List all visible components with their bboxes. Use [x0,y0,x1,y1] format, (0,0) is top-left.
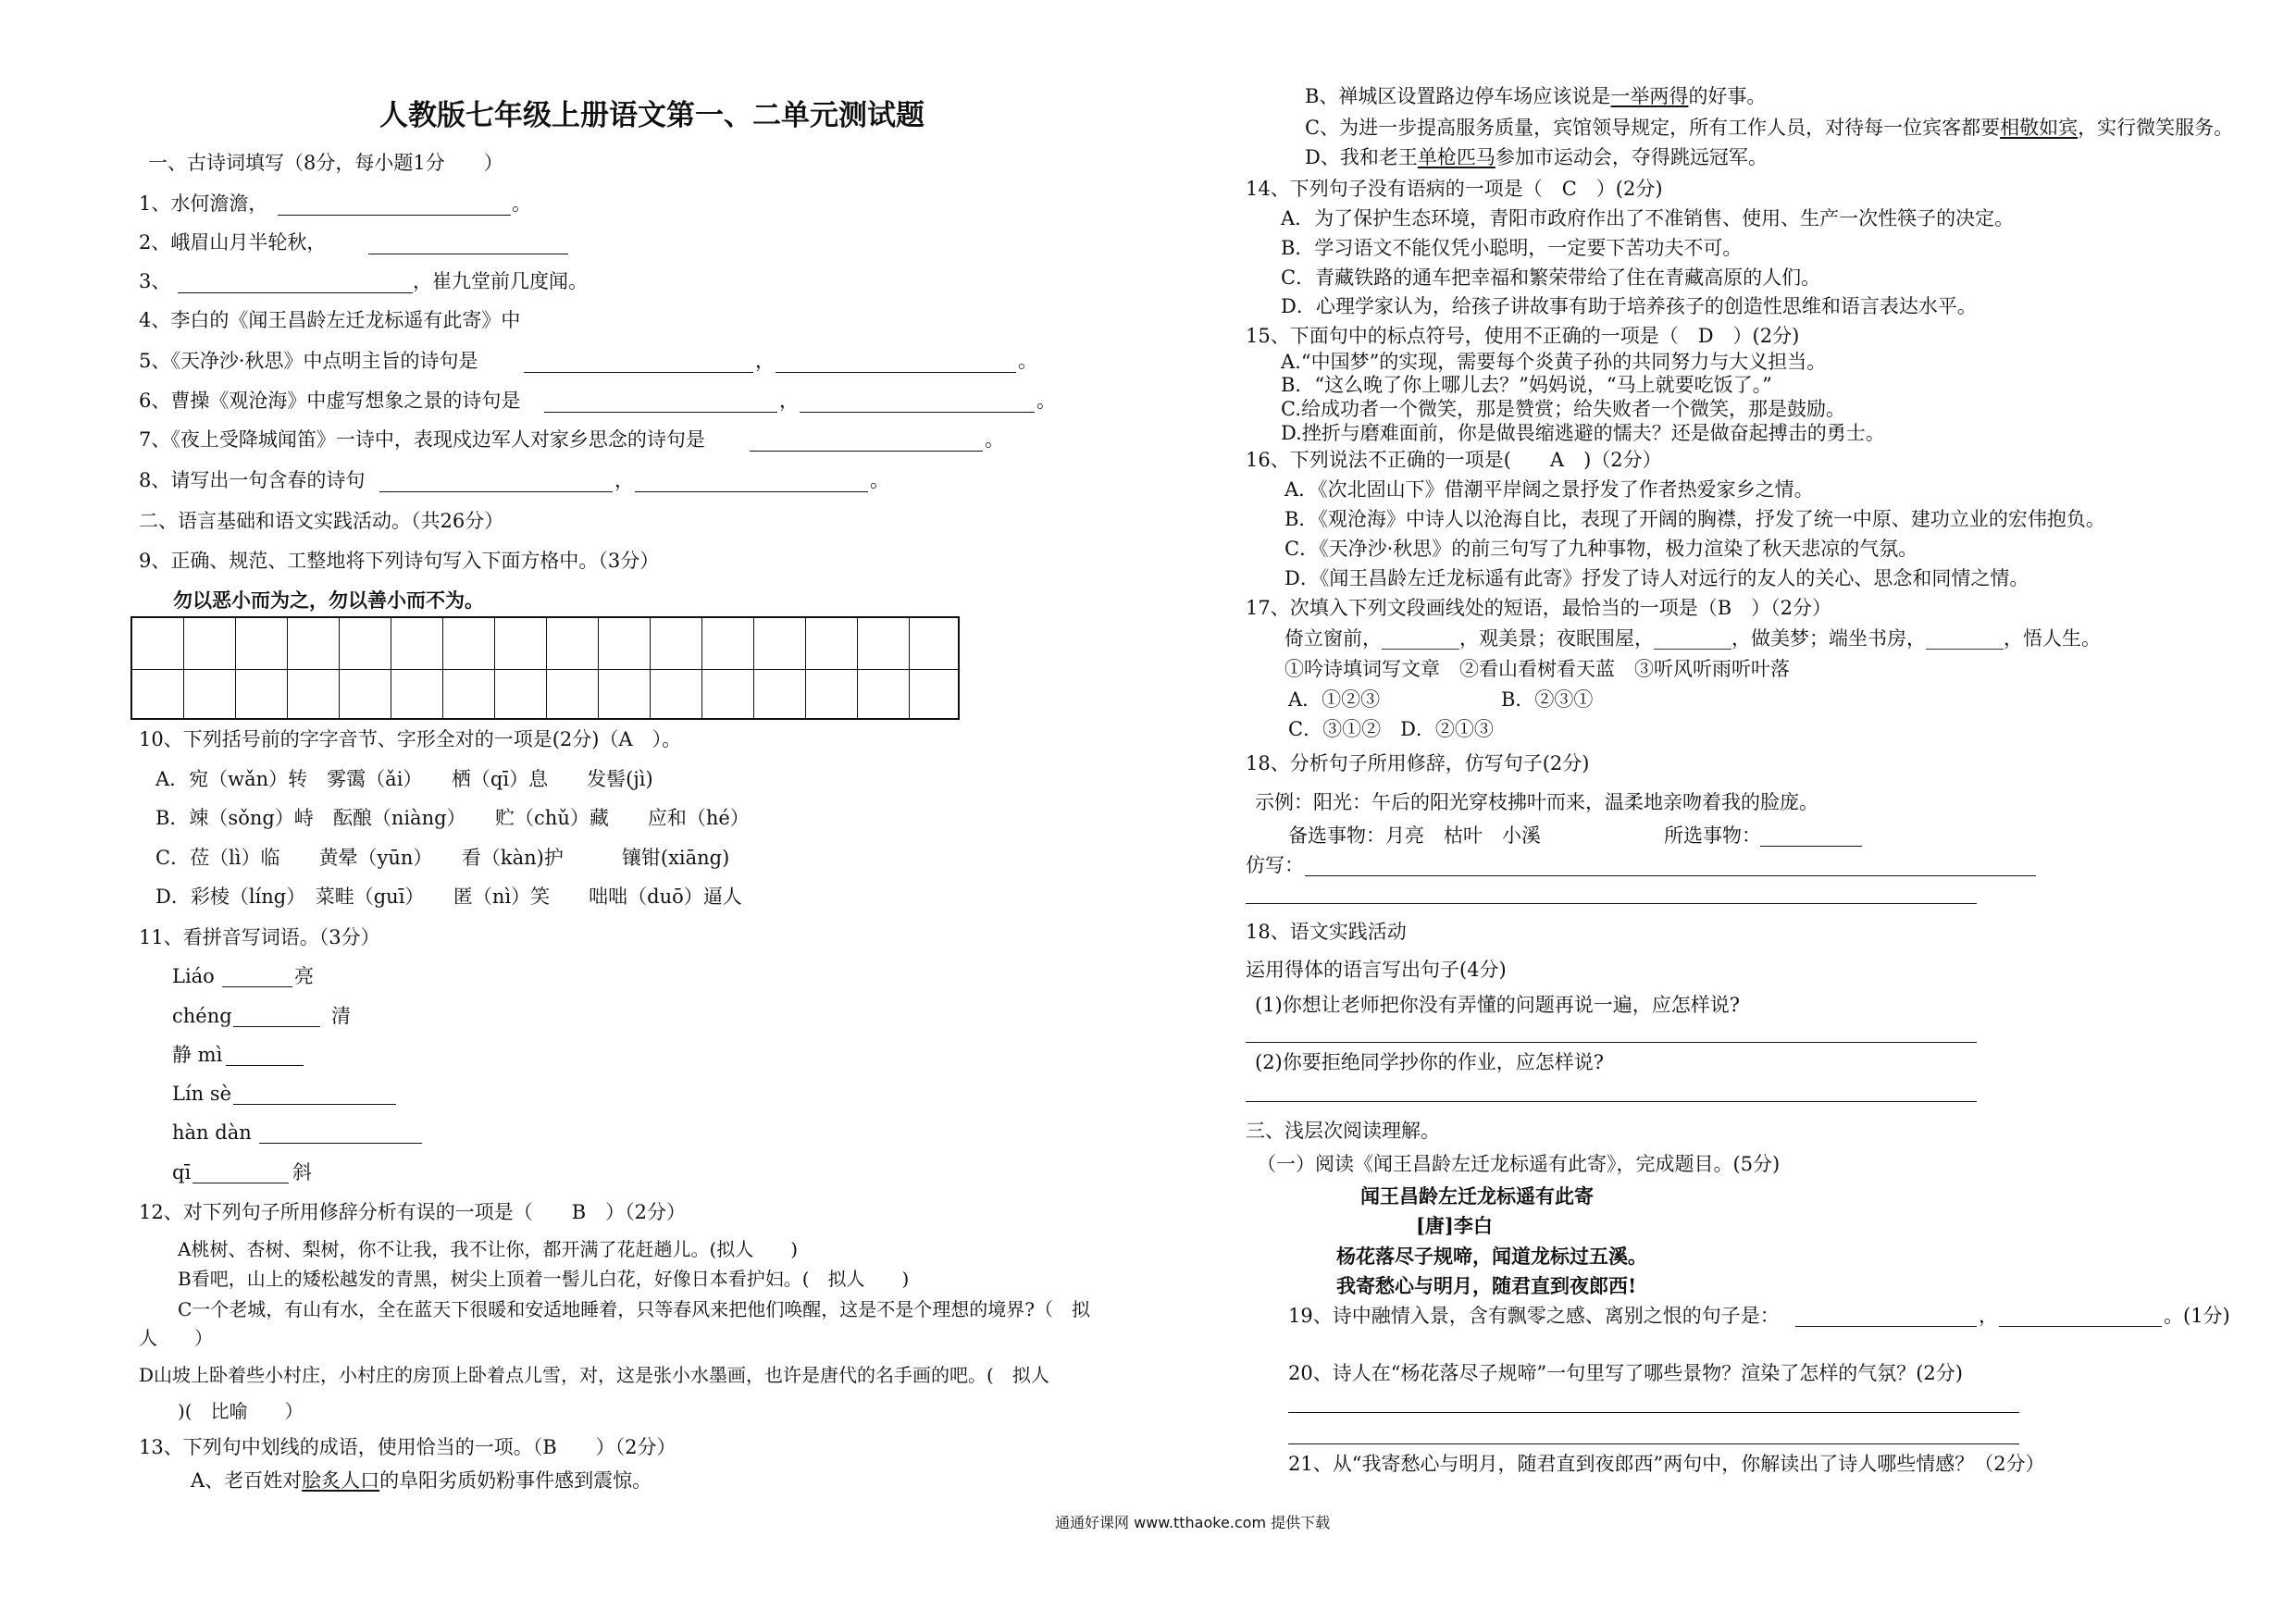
pinyin-2-tail: 清 [331,1005,351,1027]
option-a: A．①②③ [1288,688,1381,711]
question-18b-part1: (1)你想让老师把你没有弄懂的问题再说一遍，应怎样说? [1255,994,1741,1016]
question-16: 16、下列说法不正确的一项是( A )（2分） [1246,449,1662,471]
answer-blank[interactable] [259,1143,422,1144]
pinyin-1: Liáo [172,965,215,987]
answer-line[interactable] [1305,875,2036,876]
option-a: A．为了保护生态环境，青阳市政府作出了不准销售、使用、生产一次性筷子的决定。 [1281,207,2015,229]
imitation-label: 仿写： [1246,854,1304,876]
question-14: 14、下列句子没有语病的一项是（ C ）(2分) [1246,178,1663,200]
question-15: 15、下面句中的标点符号，使用不正确的一项是（ D ）(2分) [1246,325,1800,347]
section-3-heading: 三、浅层次阅读理解。 [1246,1120,1440,1142]
answer-blank[interactable] [233,1026,320,1027]
punctuation: 。 [870,469,889,491]
pinyin-1-tail: 亮 [294,965,314,987]
question-20: 20、诗人在“杨花落尽子规啼”一句里写了哪些景物？渲染了怎样的气氛？(2分) [1288,1362,1963,1384]
option-d: D、我和老王单枪匹马参加市运动会，夺得跳远冠军。 [1305,146,1768,168]
answer-line[interactable] [1246,1042,1977,1043]
question-19-points: 。(1分) [2164,1305,2230,1327]
answer-blank[interactable] [1795,1326,1977,1327]
pinyin-6-tail: 斜 [292,1161,312,1183]
answer-line[interactable] [1246,903,1977,904]
option-b: B．②③① [1501,688,1594,711]
poem-author: [唐]李白 [1416,1214,1493,1237]
answer-blank[interactable] [800,412,1035,413]
question-9-sentence: 勿以恶小而为之，勿以善小而不为。 [173,588,484,612]
punctuation: 。 [512,192,531,215]
answer-line[interactable] [1246,1101,1977,1102]
option-c: C．莅（lì）临 黄晕（yūn） 看（kàn)护 镶钳(xiāng) [155,847,730,869]
question-19: 19、诗中融情入景，含有飘零之感、离别之恨的句子是： [1288,1305,1780,1327]
pinyin-4: Lín sè [172,1083,232,1105]
footer-credit: 通通好课网 www.tthaoke.com 提供下载 [1055,1514,1331,1531]
question-11: 11、看拼音写词语。（3分） [139,926,380,948]
option-b: B．学习语文不能仅凭小聪明，一定要下苦功夫不可。 [1281,237,1743,259]
question-18b: 18、语文实践活动 [1246,921,1407,943]
pinyin-6: qī [172,1161,192,1183]
option-a: A．《次北固山下》借潮平岸阔之景抒发了作者热爱家乡之情。 [1285,478,1814,501]
answer-blank[interactable] [1999,1326,2162,1327]
question-10: 10、下列括号前的字字音节、字形全对的一项是(2分)（A ）。 [139,728,682,750]
answer-blank[interactable] [524,372,753,373]
option-a: A桃树、杏树、梨树，你不让我，我不让你，都开满了花赶趟儿。(拟人 ) [178,1238,799,1260]
answer-blank[interactable] [278,215,511,216]
option-a: A.“中国梦”的实现，需要每个炎黄子孙的共同努力与大义担当。 [1281,351,1827,373]
punctuation: 。 [1018,350,1037,372]
question-1: 1、水何澹澹， [139,192,268,215]
option-b: B．《观沧海》中诗人以沧海自比，表现了开阔的胸襟，抒发了统一中原、建功立业的宏伟抱负。 [1285,508,2105,530]
question-18: 18、分析句子所用修辞，仿写句子(2分) [1246,752,1590,774]
option-a: A．宛（wǎn）转 雾霭（ǎi） 栖（qī）息 发髻(jì) [155,768,653,790]
pinyin-2: chéng [172,1005,232,1027]
option-d: D．彩棱（líng） 菜畦（guī） 匿（nì）笑 咄咄（duō）逼人 [155,886,742,908]
section-1-heading: 一、古诗词填写（8分，每小题1分 ） [148,152,503,174]
question-18b-instruction: 运用得体的语言写出句子(4分) [1246,959,1507,981]
option-b: B看吧，山上的矮松越发的青黑，树尖上顶着一髻儿白花，好像日本看护妇。( 拟人 ) [178,1268,910,1290]
answer-blank[interactable] [750,451,983,452]
poem-line-2: 我寄愁心与明月，随君直到夜郎西! [1336,1274,1637,1297]
question-7: 7、《夜上受降城闻笛》一诗中，表现戍边军人对家乡思念的诗句是 [139,428,705,451]
question-17: 17、次填入下列文段画线处的短语，最恰当的一项是（B ）（2分） [1246,597,1832,619]
option-d: D山坡上卧着些小村庄，小村庄的房顶上卧着点儿雪，对，这是张小水墨画，也许是唐代的名手画的吧。( 拟人 [139,1364,1049,1386]
question-5: 5、《天净沙·秋思》中点明主旨的诗句是 [139,350,478,372]
option-b: B．“这么晚了你上哪儿去？”妈妈说，“马上就要吃饭了。” [1281,374,1772,396]
poem-line-1: 杨花落尽子规啼，闻道龙标过五溪。 [1336,1245,1647,1268]
answer-blank[interactable] [544,412,777,413]
option-d-cont: )( 比喻 ） [178,1400,304,1422]
option-c-cont: 人 ） [139,1327,213,1349]
question-18b-part2: (2)你要拒绝同学抄你的作业，应怎样说? [1255,1051,1605,1073]
option-a: A、老百姓对脍炙人口的阜阳劣质奶粉事件感到震惊。 [191,1469,652,1492]
option-c: C．《天净沙·秋思》的前三句写了九种事物，极力渲染了秋天悲凉的气氛。 [1285,538,1918,560]
pinyin-3: 静 mì [172,1044,223,1066]
answer-line[interactable] [1288,1412,2019,1413]
question-17-options: ①吟诗填词写文章 ②看山看树看天蓝 ③听风听雨听叶落 [1285,658,1790,680]
answer-line[interactable] [1288,1443,2019,1444]
question-21: 21、从“我寄愁心与明月，随君直到夜郎西”两句中，你解读出了诗人哪些情感？（2分） [1288,1453,2045,1475]
answer-blank[interactable] [379,491,613,492]
option-b: B．竦（sǒng）峙 酝酿（niàng） 贮（chǔ）藏 应和（hé） [155,807,750,829]
answer-blank[interactable] [635,491,868,492]
punctuation: 。 [985,428,1004,451]
punctuation: ， [614,469,634,491]
punctuation: 。 [1036,390,1056,412]
writing-grid[interactable] [130,616,960,720]
option-d: D．心理学家认为，给孩子讲故事有助于培养孩子的创造性思维和语言表达水平。 [1281,295,1977,317]
option-b: B、禅城区设置路边停车场应该说是一举两得的好事。 [1305,85,1767,107]
question-4: 4、李白的《闻王昌龄左迁龙标遥有此寄》中 [139,309,521,331]
poem-title: 闻王昌龄左迁龙标遥有此寄 [1360,1184,1594,1208]
question-18-choices: 备选事物：月亮 枯叶 小溪 [1288,824,1541,847]
question-2: 2、峨眉山月半轮秋， [139,231,327,254]
reading-instruction: （一）阅读《闻王昌龄左迁龙标遥有此寄》，完成题目。(5分) [1257,1153,1781,1175]
answer-blank[interactable] [1760,846,1862,847]
question-6: 6、曹操《观沧海》中虚写想象之景的诗句是 [139,390,521,412]
question-3: 3、 [139,270,171,292]
pinyin-5: hàn dàn [172,1121,252,1144]
question-12: 12、对下列句子所用修辞分析有误的一项是（ B ）（2分） [139,1201,687,1223]
question-8: 8、请写出一句含春的诗句 [139,469,366,491]
punctuation: ， [1979,1305,1998,1327]
question-18-selected-label: 所选事物： [1664,824,1761,847]
option-c: C、为进一步提高服务质量，宾馆领导规定，所有工作人员，对待每一位宾客都要相敬如宾，实行微笑服务。 [1305,117,2234,139]
option-c: C一个老城，有山有水，全在蓝天下很暖和安适地睡着，只等春风来把他们唤醒，这是不是个理想的境界?（ 拟 [178,1298,1091,1320]
option-d: D.挫折与磨难面前，你是做畏缩逃避的懦夫？还是做奋起搏击的勇士。 [1281,422,1885,444]
answer-blank[interactable] [776,372,1016,373]
section-2-heading: 二、语言基础和语文实践活动。（共26分） [139,510,504,532]
answer-blank[interactable] [226,1065,304,1066]
question-18-example: 示例：阳光：午后的阳光穿枝拂叶而来，温柔地亲吻着我的脸庞。 [1255,791,1818,813]
question-13: 13、下列句中划线的成语，使用恰当的一项。（B ）（2分） [139,1436,676,1458]
answer-blank[interactable] [222,986,292,987]
option-c: C．青藏铁路的通车把幸福和繁荣带给了住在青藏高原的人们。 [1281,266,1821,289]
punctuation: ， [779,390,799,412]
answer-blank[interactable] [233,1104,396,1105]
option-c: C.给成功者一个微笑，那是赞赏；给失败者一个微笑，那是鼓励。 [1281,398,1845,420]
question-9: 9、正确、规范、工整地将下列诗句写入下面方格中。（3分） [139,550,660,572]
punctuation: ， [755,350,775,372]
question-3-tail: ，崔九堂前几度闻。 [413,270,588,292]
option-cd: C．③①② D．②①③ [1288,718,1494,740]
page-title: 人教版七年级上册语文第一、二单元测试题 [379,99,925,132]
question-17-passage: 倚立窗前，________，观美景；夜眠围屋，________，做美梦；端坐书房，________，悟人生。 [1285,627,2101,650]
answer-blank[interactable] [178,292,413,293]
option-d: D．《闻王昌龄左迁龙标遥有此寄》抒发了诗人对远行的友人的关心、思念和同情之情。 [1285,567,2029,589]
